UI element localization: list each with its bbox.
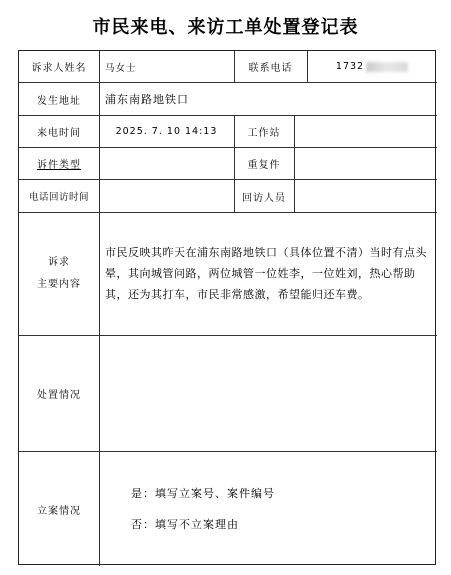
value-complaint-type: [99, 148, 234, 179]
value-name: 马女士: [105, 62, 137, 74]
phone-visible-digits: 1732: [335, 61, 365, 72]
label-address: 发生地址: [37, 95, 81, 107]
label-content: [19, 213, 99, 335]
value-visitor: [295, 180, 437, 212]
value-content: 市民反映其昨天在浦东南路地铁口（具体位置不清）当时有点头晕，其向城管问路，两位城管一位姓李，一位姓刘，热心帮助其，还为其打车，市民非常感激，希望能归还车费。: [105, 246, 427, 301]
label-time: 来电时间: [37, 128, 81, 139]
label-workstation: 工作站: [247, 128, 281, 139]
label-callback-time: 电话回访时间: [28, 192, 89, 203]
label-phone: 联系电话: [248, 63, 293, 74]
label-content-line2: 主要内容: [37, 279, 81, 290]
value-handling: [100, 336, 437, 451]
value-repeat: [295, 148, 437, 179]
value-workstation: [295, 116, 437, 147]
value-time: 2025. 7. 10 14:13: [115, 126, 218, 137]
value-address: 浦东南路地铁口: [105, 93, 189, 106]
label-content-line1: 诉求: [48, 257, 70, 268]
registration-form-table: [18, 50, 436, 565]
label-repeat: 重复件: [247, 160, 281, 171]
form-title: 市民来电、来访工单处置登记表: [92, 17, 359, 38]
label-name: 诉求人姓名: [31, 63, 87, 74]
label-visitor: 回访人员: [242, 192, 286, 204]
filing-yes-note: 是：填写立案号、案件编号: [131, 487, 275, 500]
value-callback-time: [99, 180, 234, 212]
label-complaint-type: 诉件类型: [37, 160, 81, 171]
label-filing: 立案情况: [37, 505, 81, 517]
label-handling: 处置情况: [37, 390, 81, 401]
redacted-phone-digits: [366, 62, 408, 72]
filing-no-note: 否：填写不立案理由: [131, 518, 239, 531]
value-phone: [307, 51, 437, 82]
